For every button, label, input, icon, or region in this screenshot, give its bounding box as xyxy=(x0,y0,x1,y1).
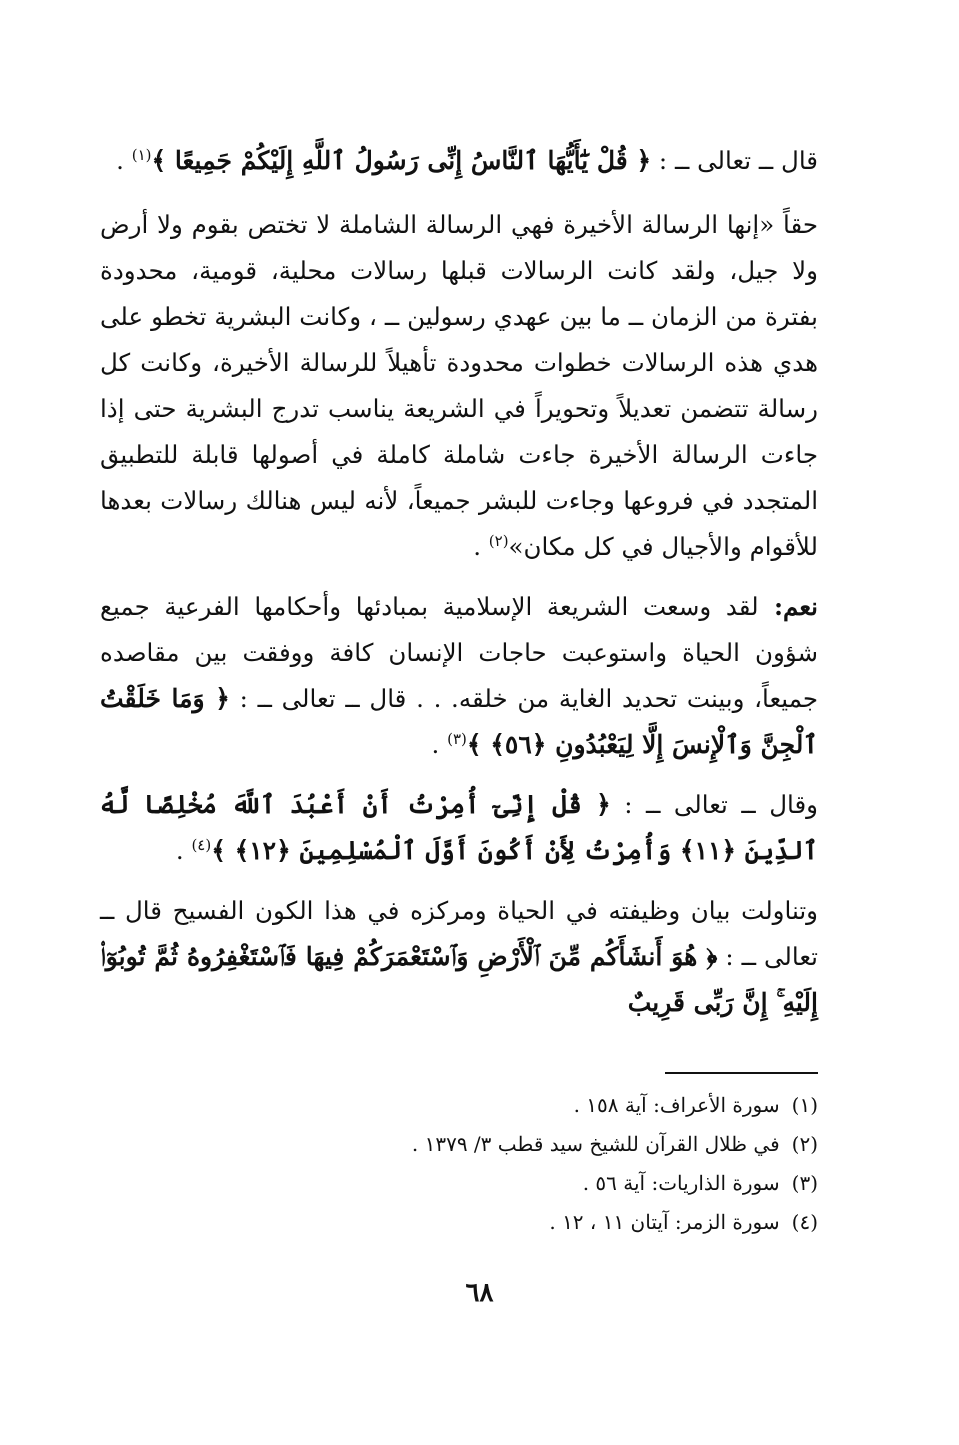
text-segment: قال ــ تعالى ــ : xyxy=(651,146,818,175)
text-segment: حقاً «إنها الرسالة الأخيرة فهي الرسالة الشاملة لا تختص بقوم ولا أرض ولا جيل، ولقد كانت الرسالات قبلها رسالات محلية، قومية، محدودة بفترة من الزمان ــ ما بين عهدي رسولين ــ ، وكانت البشرية تخطو على هدي هذه الرسالات خطوات محدودة تأهيلاً للرسالة الأخيرة، وكانت كل رسالة تتضمن تعديلاً وتحويراً في الشريعة يناسب تدرج البشرية حتى إذا جاءت الرسالة الأخيرة جاءت شاملة كاملة في أصولها قابلة للتطبيق المتجدد في فروعها وجاءت للبشر جميعاً، لأنه ليس هنالك رسالات بعدها للأقوام والأجيال في كل مكان» xyxy=(100,210,818,561)
footnote-1 xyxy=(330,1086,818,1125)
footnote-ref-3[interactable]: (٣) xyxy=(447,729,467,748)
text-segment-bold: نعم: xyxy=(758,592,818,621)
footnote-number: (٤) xyxy=(791,1210,818,1234)
paragraph-naam xyxy=(100,584,818,768)
footnotes xyxy=(330,1086,818,1242)
quran-verse: ﴿ قُلْ إِنِّىٓ أُمِرْتُ أَنْ أَعْبُدَ ٱللَّهَ مُخْلِصًا لَّهُ ٱلدِّينَ ﴿١١﴾ وَأُمِرْتُ لِأَنْ أَكُونَ أَوَّلَ ٱلْمُسْلِمِينَ ﴿١٢﴾ ﴾ xyxy=(100,790,818,865)
paragraph-last xyxy=(100,888,818,1026)
paragraph-verse-1 xyxy=(100,138,818,184)
footnote-number: (٣) xyxy=(791,1171,818,1195)
footnote-ref-2[interactable]: (٢) xyxy=(488,531,509,550)
quran-verse: ﴿ وَمَا خَلَقْتُ ٱلْجِنَّ وَٱلْإِنسَ إِلَّا لِيَعْبُدُونِ ﴿٥٦﴾ ﴾ xyxy=(100,684,818,759)
page-number: ٦٨ xyxy=(465,1278,494,1308)
footnote-text: سورة الزمر: آيتان ١١ ، ١٢ . xyxy=(549,1210,780,1234)
footnote-number: (٢) xyxy=(791,1132,818,1156)
footnote-ref-1[interactable]: (١) xyxy=(131,145,152,164)
text-segment: . xyxy=(473,532,489,561)
footnote-text: سورة الأعراف: آية ١٥٨ . xyxy=(573,1093,780,1117)
text-segment: لقد وسعت الشريعة الإسلامية بمبادئها وأحكامها الفرعية جميع شؤون الحياة واستوعبت حاجات الإنسان كافة ووفقت بين مقاصده جميعاً، وبينت تحديد الغاية من خلقه. . . قال ــ تعالى ــ : xyxy=(100,592,819,713)
page-body xyxy=(100,138,818,1040)
text-segment: وقال ــ تعالى ــ : xyxy=(610,790,819,819)
paragraph-quote xyxy=(100,202,818,570)
quran-verse: ﴿ قُلْ يَٰٓأَيُّهَا ٱلنَّاسُ إِنِّى رَسُولُ ٱللَّهِ إِلَيْكُمْ جَمِيعًا ﴾ xyxy=(151,146,652,175)
text-segment: . xyxy=(116,146,132,175)
footnote-text: في ظلال القرآن للشيخ سيد قطب ٣/ ١٣٧٩ . xyxy=(411,1132,780,1156)
text-segment: وتناولت بيان وظيفته في الحياة ومركزه في هذا الكون الفسيح قال ــ تعالى ــ : xyxy=(100,896,819,971)
footnote-ref-4[interactable]: (٤) xyxy=(191,835,212,854)
footnote-2 xyxy=(330,1125,818,1164)
text-segment: . xyxy=(175,836,192,865)
text-segment: . xyxy=(431,730,448,759)
footnote-number: (١) xyxy=(791,1093,818,1117)
paragraph-verse-zumar xyxy=(100,782,818,874)
footnote-text: سورة الذاريات: آية ٥٦ . xyxy=(582,1171,780,1195)
footnote-4 xyxy=(330,1203,818,1242)
footnote-3 xyxy=(330,1164,818,1203)
footnote-divider xyxy=(665,1072,818,1074)
quran-verse: ﴿ هُوَ أَنشَأَكُم مِّنَ ٱلْأَرْضِ وَٱسْتَعْمَرَكُمْ فِيهَا فَٱسْتَغْفِرُوهُ ثُمَّ تُوبُوٓا۟ إِلَيْهِ ۚ إِنَّ رَبِّى قَرِيبٌ xyxy=(100,942,818,1017)
